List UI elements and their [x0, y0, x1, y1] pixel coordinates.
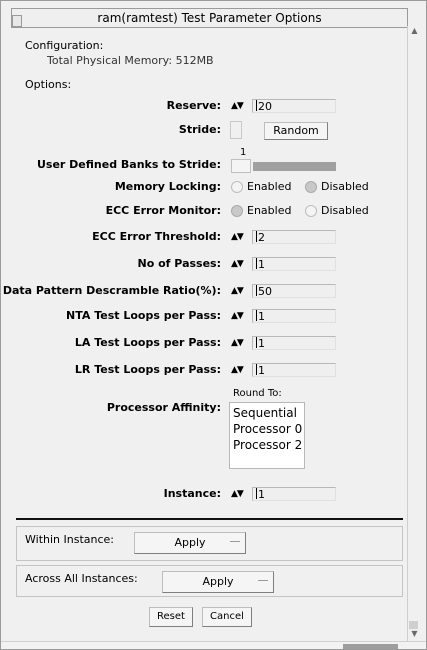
processor-affinity-list[interactable] [229, 402, 305, 469]
memory-locking-label: Memory Locking: [114, 180, 221, 193]
processor-affinity-label: Processor Affinity: [106, 401, 221, 414]
nta-spinner[interactable]: ▲▼ [231, 311, 243, 321]
la-input[interactable]: 1 [252, 336, 336, 350]
nta-input[interactable]: 1 [252, 309, 336, 323]
vertical-scrollbar[interactable] [407, 26, 421, 641]
ecc-monitor-enabled-radio[interactable] [231, 205, 243, 217]
ecc-monitor-enabled-label[interactable]: Enabled [247, 204, 292, 217]
reserve-label: Reserve: [166, 99, 221, 112]
reserve-input[interactable]: 20 [252, 99, 336, 113]
within-instance-panel [16, 526, 403, 561]
instance-input[interactable]: 1 [252, 487, 336, 501]
ecc-monitor-disabled-radio[interactable] [305, 205, 317, 217]
section-divider [16, 518, 403, 520]
lr-label: LR Test Loops per Pass: [74, 363, 221, 376]
ecc-monitor-disabled-label[interactable]: Disabled [321, 204, 369, 217]
stride-arrow-button[interactable] [230, 121, 242, 139]
memory-locking-disabled-label[interactable]: Disabled [321, 180, 369, 193]
window-title: ram(ramtest) Test Parameter Options [97, 11, 322, 25]
list-item[interactable]: Sequential [233, 406, 297, 420]
configuration-heading: Configuration: [25, 39, 104, 52]
la-spinner[interactable]: ▲▼ [231, 338, 243, 348]
ecc-threshold-spinner[interactable]: ▲▼ [231, 232, 243, 242]
across-instances-panel [16, 565, 403, 597]
instance-spinner[interactable]: ▲▼ [231, 489, 243, 499]
user-banks-label: User Defined Banks to Stride: [36, 158, 221, 171]
cancel-button[interactable]: Cancel [202, 607, 252, 627]
nta-label: NTA Test Loops per Pass: [66, 309, 221, 322]
across-instances-label: Across All Instances: [25, 572, 138, 585]
descramble-label: Data Pattern Descramble Ratio(%): [2, 284, 221, 297]
reset-button[interactable]: Reset [149, 607, 193, 627]
window-menu-icon[interactable] [12, 15, 22, 27]
across-instances-apply-button[interactable]: Apply [162, 571, 274, 593]
scroll-up-icon[interactable]: ▲ [411, 26, 418, 35]
passes-spinner[interactable]: ▲▼ [231, 259, 243, 269]
memory-locking-disabled-radio[interactable] [305, 181, 317, 193]
instance-label: Instance: [163, 487, 221, 500]
descramble-input[interactable]: 50 [252, 284, 336, 298]
ecc-threshold-input[interactable]: 2 [252, 230, 336, 244]
passes-label: No of Passes: [137, 257, 221, 270]
ecc-monitor-label: ECC Error Monitor: [105, 204, 221, 217]
options-heading: Options: [25, 78, 72, 91]
round-to-label: Round To: [233, 388, 282, 399]
descramble-spinner[interactable]: ▲▼ [231, 286, 243, 296]
reserve-spinner[interactable]: ▲▼ [231, 101, 243, 111]
memory-locking-enabled-label[interactable]: Enabled [247, 180, 292, 193]
within-instance-label: Within Instance: [25, 533, 114, 546]
list-item[interactable]: Processor 0 [233, 422, 303, 436]
stride-label: Stride: [178, 123, 221, 136]
total-memory-text: Total Physical Memory: 512MB [47, 54, 214, 67]
title-bar [11, 8, 408, 28]
horizontal-scrollbar[interactable] [1, 641, 426, 650]
banks-slider-track[interactable] [253, 162, 336, 171]
banks-slider-thumb[interactable] [231, 159, 251, 173]
within-instance-apply-button[interactable]: Apply [134, 532, 246, 554]
passes-input[interactable]: 1 [252, 257, 336, 271]
memory-locking-enabled-radio[interactable] [231, 181, 243, 193]
ecc-threshold-label: ECC Error Threshold: [92, 230, 221, 243]
lr-spinner[interactable]: ▲▼ [231, 365, 243, 375]
scroll-grip[interactable] [409, 621, 418, 629]
stride-random-button[interactable]: Random [264, 122, 328, 140]
la-label: LA Test Loops per Pass: [74, 336, 221, 349]
horizontal-scroll-thumb[interactable] [343, 644, 398, 650]
scroll-down-icon[interactable]: ▼ [411, 629, 418, 638]
slider-value: 1 [240, 147, 247, 158]
lr-input[interactable]: 1 [252, 363, 336, 377]
list-item[interactable]: Processor 2 [233, 438, 303, 452]
